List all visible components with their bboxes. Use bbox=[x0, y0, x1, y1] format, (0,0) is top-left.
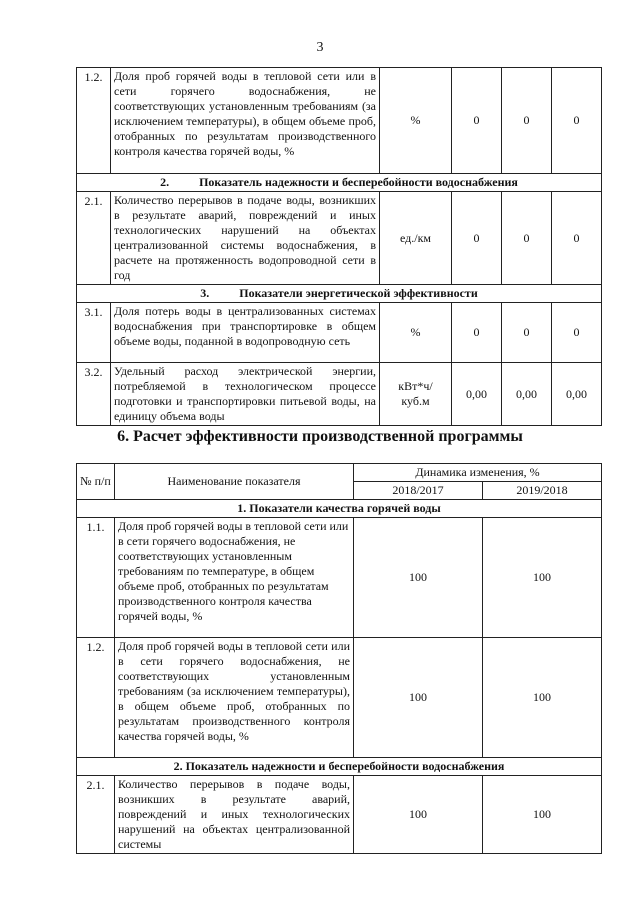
value-cell: 100 bbox=[354, 776, 483, 854]
indicator-name: Доля проб горячей воды в тепловой сети или в сети горячего водоснабжения, не соответствующих установленным требованиям по температуре, в общем объеме проб, отобранных по результатам производственного контроля качества горячей воды, % bbox=[115, 518, 354, 638]
indicators-table bbox=[76, 67, 602, 426]
row-number: 3.2. bbox=[77, 363, 111, 426]
section-row bbox=[77, 500, 602, 518]
section-number: 2. bbox=[160, 175, 170, 189]
section-title bbox=[77, 285, 602, 303]
value-cell: 0 bbox=[452, 303, 502, 363]
value-cell: 0 bbox=[552, 192, 602, 285]
table-row bbox=[77, 303, 602, 363]
section-label: Показатель надежности и бесперебойности водоснабжения bbox=[199, 175, 518, 189]
row-number: 3.1. bbox=[77, 303, 111, 363]
row-number: 1.1. bbox=[77, 518, 115, 638]
unit-cell: % bbox=[380, 68, 452, 174]
page-number: 3 bbox=[316, 40, 324, 55]
value-cell: 0 bbox=[452, 68, 502, 174]
section-row bbox=[77, 285, 602, 303]
efficiency-table bbox=[76, 463, 602, 854]
section-row bbox=[77, 174, 602, 192]
row-number: 2.1. bbox=[77, 776, 115, 854]
indicator-name: Доля проб горячей воды в тепловой сети или в сети горячего водоснабжения, не соответствующих установленным требованиям (за исключением температуры), в общем объеме проб, отобранных по результатам производственного контроля качества горячей воды, % bbox=[111, 68, 380, 174]
unit-cell: % bbox=[380, 303, 452, 363]
row-number: 1.2. bbox=[77, 68, 111, 174]
value-cell: 100 bbox=[483, 638, 602, 758]
header-dynamics: Динамика изменения, % bbox=[354, 464, 602, 482]
table-row bbox=[77, 776, 602, 854]
table-row bbox=[77, 363, 602, 426]
value-cell: 0 bbox=[452, 192, 502, 285]
value-cell: 0,00 bbox=[552, 363, 602, 426]
indicator-name: Удельный расход электрической энергии, потребляемой в технологическом процессе подготовки и транспортировки питьевой воды, на единицу объема воды bbox=[111, 363, 380, 426]
indicator-name: Доля проб горячей воды в тепловой сети или в сети горячего водоснабжения, не соответствующих установленным требованиям (за исключением температуры), в общем объеме проб, отобранных по результатам производственного контроля качества горячей воды, % bbox=[115, 638, 354, 758]
section-row bbox=[77, 758, 602, 776]
row-number: 1.2. bbox=[77, 638, 115, 758]
value-cell: 0 bbox=[552, 68, 602, 174]
section-6-heading: 6. Расчет эффективности производственной программы bbox=[117, 428, 523, 445]
header-period-1: 2018/2017 bbox=[354, 482, 483, 500]
indicator-name: Доля потерь воды в централизованных системах водоснабжения при транспортировке в общем объеме воды, поданной в водопроводную сеть bbox=[111, 303, 380, 363]
section-number: 3. bbox=[200, 286, 210, 300]
value-cell: 0 bbox=[502, 303, 552, 363]
unit-cell: кВт*ч/ куб.м bbox=[380, 363, 452, 426]
value-cell: 0,00 bbox=[502, 363, 552, 426]
header-row bbox=[77, 464, 602, 482]
section-title: 1. Показатели качества горячей воды bbox=[77, 500, 602, 518]
header-period-2: 2019/2018 bbox=[483, 482, 602, 500]
section-title bbox=[77, 174, 602, 192]
header-num: № п/п bbox=[77, 464, 115, 500]
row-number: 2.1. bbox=[77, 192, 111, 285]
value-cell: 0 bbox=[502, 68, 552, 174]
indicator-name: Количество перерывов в подаче воды, возникших в результате аварий, повреждений и иных технологических нарушений на объектах централизованной системы водоснабжения, в расчете на протяженность водопроводной сети в год bbox=[111, 192, 380, 285]
value-cell: 100 bbox=[483, 518, 602, 638]
value-cell: 100 bbox=[354, 518, 483, 638]
section-label: Показатели энергетической эффективности bbox=[239, 286, 478, 300]
table-row bbox=[77, 192, 602, 285]
header-name: Наименование показателя bbox=[115, 464, 354, 500]
table-row bbox=[77, 68, 602, 174]
table-row bbox=[77, 518, 602, 638]
value-cell: 0 bbox=[552, 303, 602, 363]
indicator-name: Количество перерывов в подаче воды, возникших в результате аварий, повреждений и иных технологических нарушений на объектах централизованной системы bbox=[115, 776, 354, 854]
value-cell: 100 bbox=[483, 776, 602, 854]
value-cell: 0 bbox=[502, 192, 552, 285]
table-row bbox=[77, 638, 602, 758]
value-cell: 100 bbox=[354, 638, 483, 758]
section-title: 2. Показатель надежности и бесперебойности водоснабжения bbox=[77, 758, 602, 776]
value-cell: 0,00 bbox=[452, 363, 502, 426]
unit-cell: ед./км bbox=[380, 192, 452, 285]
